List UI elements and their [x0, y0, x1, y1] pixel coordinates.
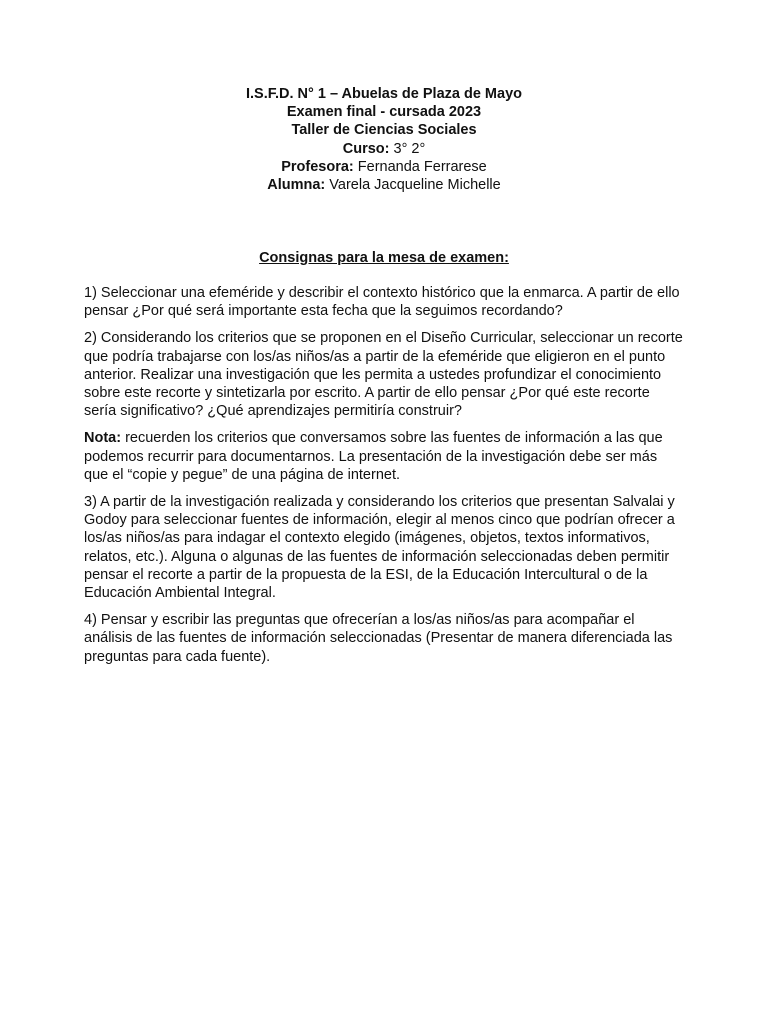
institution-name: I.S.F.D. N° 1 – Abuelas de Plaza de Mayo: [245, 86, 523, 102]
profesora-value: Fernanda Ferrarese: [357, 158, 487, 175]
instruction-item-1: 1) Seleccionar una efeméride y describir el contexto histórico que la enmarca. A partir de ello pensar ¿Por qué será importante esta fecha que la seguimos recordando?: [84, 285, 680, 320]
alumna-label: Alumna:: [267, 177, 326, 194]
document-header: [0, 85, 768, 194]
alumna-value: Varela Jacqueline Michelle: [329, 177, 501, 194]
exam-title: Examen final - cursada 2023: [286, 104, 482, 121]
instruction-item-3: 3) A partir de la investigación realizada y considerando los criterios que presentan Salvalai y Godoy para seleccionar fuentes de información, elegir al menos cinco que podrían ofrecer a los/as niños/as para indagar el contexto elegido (imágenes, objetos, textos informativos, relatos, etc.). Alguna o algunas de las fuentes de información seleccionadas deben permitir pensar el recorte a partir de la propuesta de la ESI, de la Educación Intercultural o de la Educación Ambiental Integral.: [84, 494, 675, 602]
instructions-body: [84, 284, 684, 675]
instruction-item-4: 4) Pensar y escribir las preguntas que ofrecerían a los/as niños/as para acompañar el análisis de las fuentes de información seleccionadas (Presentar de manera diferenciada las preguntas para cada fuente).: [84, 612, 673, 665]
note-label: Nota:: [84, 430, 122, 447]
instruction-item-2: 2) Considerando los criterios que se proponen en el Diseño Curricular, seleccionar un recorte que podría trabajarse con los/as niños/as a partir de la efeméride que eligieron en el punto anterior. Realizar una investigación que les permita a ustedes profundizar el conocimiento sobre este recorte y sintetizarla por escrito. A partir de ello pensar ¿Por qué este recorte sería significativo? ¿Qué aprendizajes permitiría construir?: [84, 330, 683, 420]
profesora-line: [0, 158, 768, 176]
instructions-heading: Consignas para la mesa de examen:: [259, 250, 509, 266]
curso-label: Curso:: [342, 140, 390, 157]
note-paragraph: [84, 429, 684, 484]
alumna-line: [0, 176, 768, 194]
course-name: Taller de Ciencias Sociales: [291, 122, 477, 139]
note-text: recuerden los criterios que conversamos sobre las fuentes de información a las que podemos recurrir para documentarnos. La presentación de la investigación debe ser más que el “copie y pegue” de una página de internet.: [84, 430, 663, 483]
profesora-label: Profesora:: [281, 158, 354, 175]
curso-value: 3° 2°: [393, 140, 426, 157]
curso-line: [0, 140, 768, 158]
